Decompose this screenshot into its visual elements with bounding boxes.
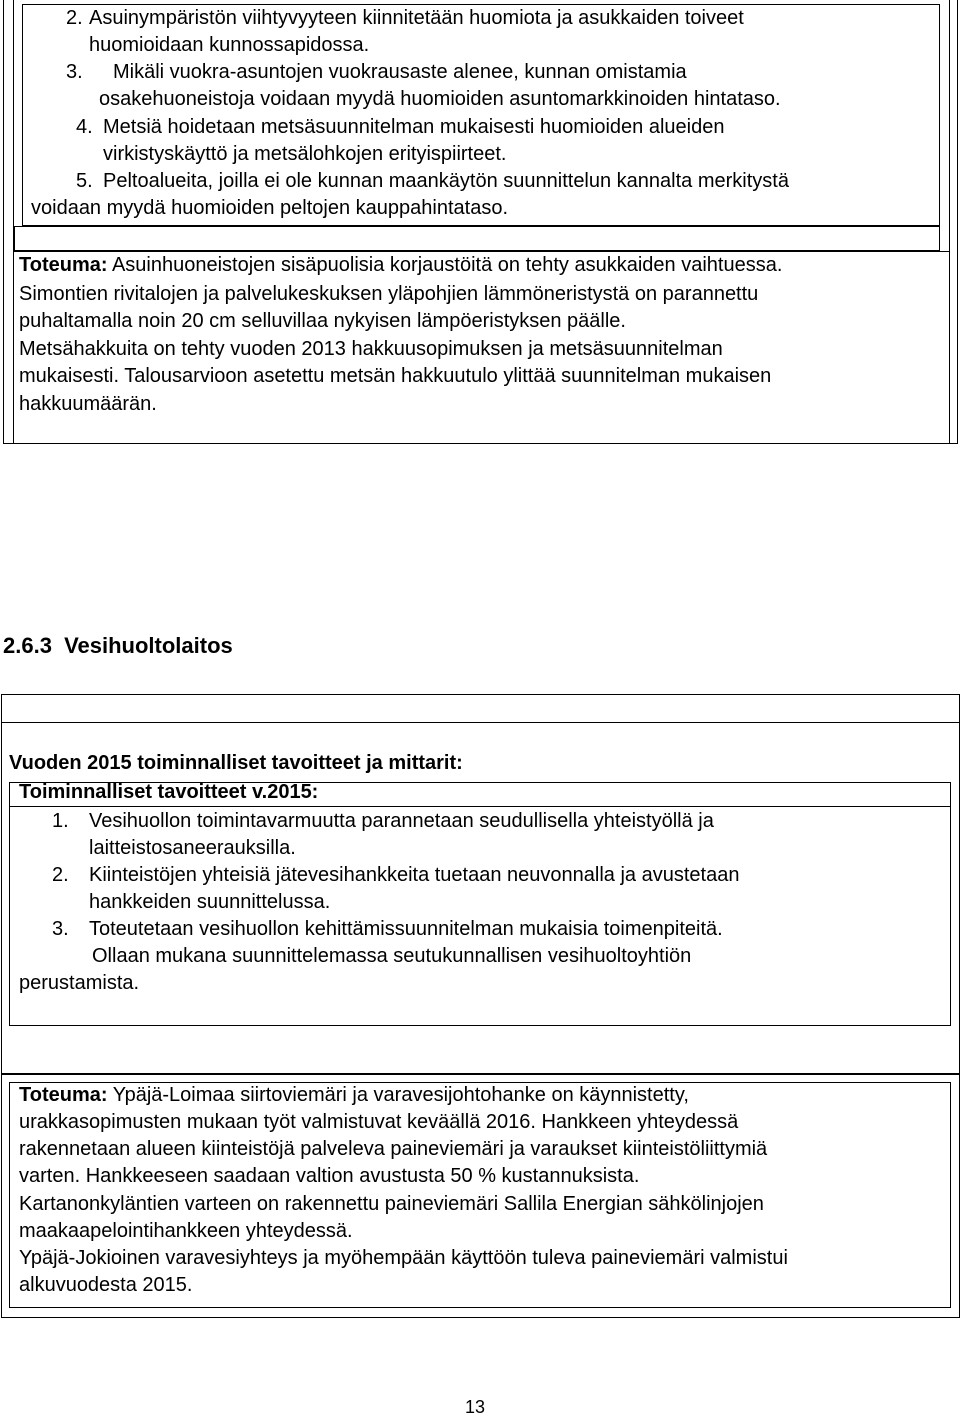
goal-line: Kiinteistöjen yhteisiä jätevesihankkeita tuetaan neuvonnalla ja avustetaan [89, 864, 740, 886]
toteuma-line [19, 1082, 689, 1109]
goals-table-top-row-divider [1, 722, 960, 723]
list-item-line: virkistyskäyttö ja metsälohkojen erityispiirteet. [103, 143, 507, 165]
goal-line: laitteistosaneerauksilla. [89, 837, 296, 859]
goal-number: 1. [52, 810, 69, 832]
toteuma-line: hakkuumäärän. [19, 393, 157, 415]
goal-line: hankkeiden suunnittelussa. [89, 891, 331, 913]
toteuma-label: Toteuma: [19, 254, 108, 276]
table-border-right-inner [949, 0, 950, 443]
empty-row-box [14, 226, 940, 251]
toteuma-line: Metsähakkuita on tehty vuoden 2013 hakkuusopimuksen ja metsäsuunnitelman [19, 338, 723, 360]
table-border-left-outer [3, 0, 4, 443]
list-item-line: Peltoalueita, joilla ei ole kunnan maankäytön suunnittelun kannalta merkitystä [103, 170, 789, 192]
goal-number: 3. [52, 918, 69, 940]
toteuma-text: Asuinhuoneistojen sisäpuolisia korjaustöitä on tehty asukkaiden vaihtuessa. [107, 254, 783, 276]
table-border-right-outer [957, 0, 958, 443]
goals-subheading-underline [9, 806, 951, 807]
toteuma-line: Ypäjä-Jokioinen varavesiyhteys ja myöhempään käyttöön tuleva paineviemäri valmistui [19, 1247, 788, 1269]
goal-extra-line: Ollaan mukana suunnittelemassa seutukunnallisen vesihuoltoyhtiön [92, 945, 692, 967]
table-border-bottom [3, 443, 958, 444]
toteuma-line: alkuvuodesta 2015. [19, 1274, 193, 1296]
page-number: 13 [465, 1397, 486, 1417]
section-number: 2.6.3 [3, 633, 52, 658]
toteuma-label: Toteuma: [19, 1084, 108, 1106]
toteuma-line: Simontien rivitalojen ja palvelukeskuksen yläpohjien lämmöneristystä on parannettu [19, 283, 759, 305]
list-item-line: huomioidaan kunnossapidossa. [89, 34, 370, 56]
goal-number: 2. [52, 864, 69, 886]
toteuma-line [19, 252, 782, 279]
goal-line: Toteutetaan vesihuollon kehittämissuunnitelman mukaisia toimenpiteitä. [89, 918, 723, 940]
list-item-line: osakehuoneistoja voidaan myydä huomioiden asuntomarkkinoiden hintataso. [99, 88, 781, 110]
list-number: 4. [76, 116, 93, 138]
toteuma-line: varten. Hankkeeseen saadaan valtion avustusta 50 % kustannuksista. [19, 1165, 640, 1187]
toteuma-line: Kartanonkyläntien varteen on rakennettu paineviemäri Sallila Energian sähkölinjojen [19, 1193, 764, 1215]
goals-heading: Vuoden 2015 toiminnalliset tavoitteet ja mittarit: [9, 752, 463, 774]
list-item-line: Metsiä hoidetaan metsäsuunnitelman mukaisesti huomioiden alueiden [103, 116, 725, 138]
toteuma-line: urakkasopimusten mukaan työt valmistuvat keväällä 2016. Hankkeen yhteydessä [19, 1111, 739, 1133]
toteuma-line: mukaisesti. Talousarvioon asetettu metsän hakkuutulo ylittää suunnitelman mukaisen [19, 365, 772, 387]
list-item-line: voidaan myydä huomioiden peltojen kauppahintataso. [31, 197, 509, 219]
toteuma-line: puhaltamalla noin 20 cm selluvillaa nykyisen lämpöeristyksen päälle. [19, 310, 626, 332]
toteuma-line: rakennetaan alueen kiinteistöjä palveleva paineviemäri ja varaukset kiinteistöliittymiä [19, 1138, 768, 1160]
table-border-left-inner [13, 0, 14, 443]
list-item-line: Asuinympäristön viihtyvyyteen kiinnitetään huomiota ja asukkaiden toiveet [89, 7, 744, 29]
section-title: Vesihuoltolaitos [64, 633, 233, 658]
goal-line: Vesihuollon toimintavarmuutta parannetaan seudullisella yhteistyöllä ja [89, 810, 714, 832]
list-number: 3. [66, 61, 83, 83]
section-heading [3, 632, 233, 659]
toteuma-text: Ypäjä-Loimaa siirtoviemäri ja varavesijohtohanke on käynnistetty, [107, 1084, 689, 1106]
list-number: 5. [76, 170, 93, 192]
goal-extra-line: perustamista. [19, 972, 140, 994]
list-number: 2. [66, 7, 83, 29]
toteuma-line: maakaapelointihankkeen yhteydessä. [19, 1220, 353, 1242]
list-item-line: Mikäli vuokra-asuntojen vuokrausaste alenee, kunnan omistamia [113, 61, 687, 83]
goals-subheading: Toiminnalliset tavoitteet v.2015: [19, 781, 319, 803]
